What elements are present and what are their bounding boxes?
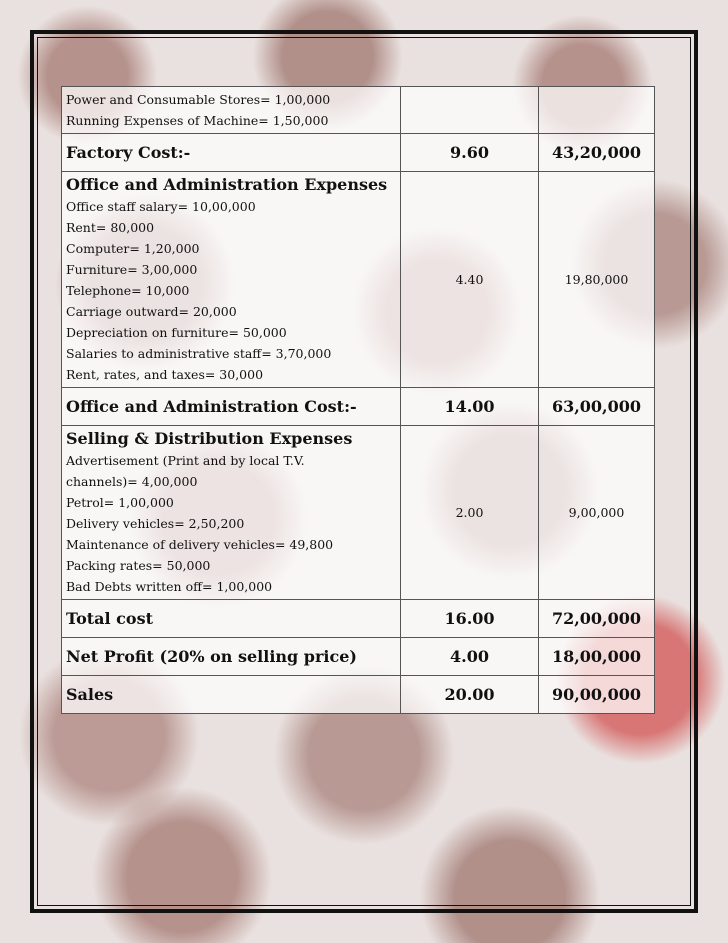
list-item: Advertisement (Print and by local T.V. bbox=[66, 453, 305, 468]
list-item: Rent= 80,000 bbox=[66, 220, 155, 235]
total-cost-total: 72,00,000 bbox=[539, 600, 655, 638]
list-item: Rent, rates, and taxes= 30,000 bbox=[66, 367, 264, 382]
list-item: Petrol= 1,00,000 bbox=[66, 495, 174, 510]
list-item: Office staff salary= 10,00,000 bbox=[66, 199, 256, 214]
net-profit-label: Net Profit (20% on selling price) bbox=[62, 638, 401, 676]
list-item: Running Expenses of Machine= 1,50,000 bbox=[66, 113, 329, 128]
list-item: Packing rates= 50,000 bbox=[66, 558, 211, 573]
selling-expenses-per-unit: 2.00 bbox=[401, 426, 539, 600]
office-expenses-total: 19,80,000 bbox=[539, 172, 655, 388]
list-item: channels)= 4,00,000 bbox=[66, 474, 198, 489]
factory-cost-per-unit: 9.60 bbox=[401, 134, 539, 172]
total-cost-label: Total cost bbox=[62, 600, 401, 638]
table-row bbox=[62, 388, 655, 426]
list-item: Telephone= 10,000 bbox=[66, 283, 190, 298]
factory-cost-total: 43,20,000 bbox=[539, 134, 655, 172]
sales-total: 90,00,000 bbox=[539, 676, 655, 714]
list-item: Bad Debts written off= 1,00,000 bbox=[66, 579, 273, 594]
table-row bbox=[62, 172, 655, 388]
list-item: Power and Consumable Stores= 1,00,000 bbox=[66, 92, 331, 107]
list-item: Salaries to administrative staff= 3,70,000 bbox=[66, 346, 332, 361]
total-cost-per-unit: 16.00 bbox=[401, 600, 539, 638]
sales-label: Sales bbox=[62, 676, 401, 714]
table-row bbox=[62, 638, 655, 676]
cost-sheet-table bbox=[61, 86, 655, 714]
office-expenses-heading: Office and Administration Expenses bbox=[66, 175, 388, 194]
net-profit-per-unit: 4.00 bbox=[401, 638, 539, 676]
net-profit-total: 18,00,000 bbox=[539, 638, 655, 676]
table-row bbox=[62, 134, 655, 172]
list-item: Maintenance of delivery vehicles= 49,800 bbox=[66, 537, 334, 552]
list-item: Delivery vehicles= 2,50,200 bbox=[66, 516, 245, 531]
office-cost-per-unit: 14.00 bbox=[401, 388, 539, 426]
empty-cell bbox=[401, 87, 539, 134]
office-cost-total: 63,00,000 bbox=[539, 388, 655, 426]
selling-expenses-heading: Selling & Distribution Expenses bbox=[66, 429, 353, 448]
table-row bbox=[62, 676, 655, 714]
list-item: Computer= 1,20,000 bbox=[66, 241, 200, 256]
table-row bbox=[62, 600, 655, 638]
selling-expenses-cell bbox=[62, 426, 401, 600]
top-items-cell bbox=[62, 87, 401, 134]
list-item: Depreciation on furniture= 50,000 bbox=[66, 325, 287, 340]
table-row bbox=[62, 87, 655, 134]
sales-per-unit: 20.00 bbox=[401, 676, 539, 714]
list-item: Furniture= 3,00,000 bbox=[66, 262, 198, 277]
office-expenses-cell bbox=[62, 172, 401, 388]
factory-cost-label: Factory Cost:- bbox=[62, 134, 401, 172]
table-row bbox=[62, 426, 655, 600]
office-expenses-per-unit: 4.40 bbox=[401, 172, 539, 388]
list-item: Carriage outward= 20,000 bbox=[66, 304, 237, 319]
empty-cell bbox=[539, 87, 655, 134]
selling-expenses-total: 9,00,000 bbox=[539, 426, 655, 600]
office-cost-label: Office and Administration Cost:- bbox=[62, 388, 401, 426]
